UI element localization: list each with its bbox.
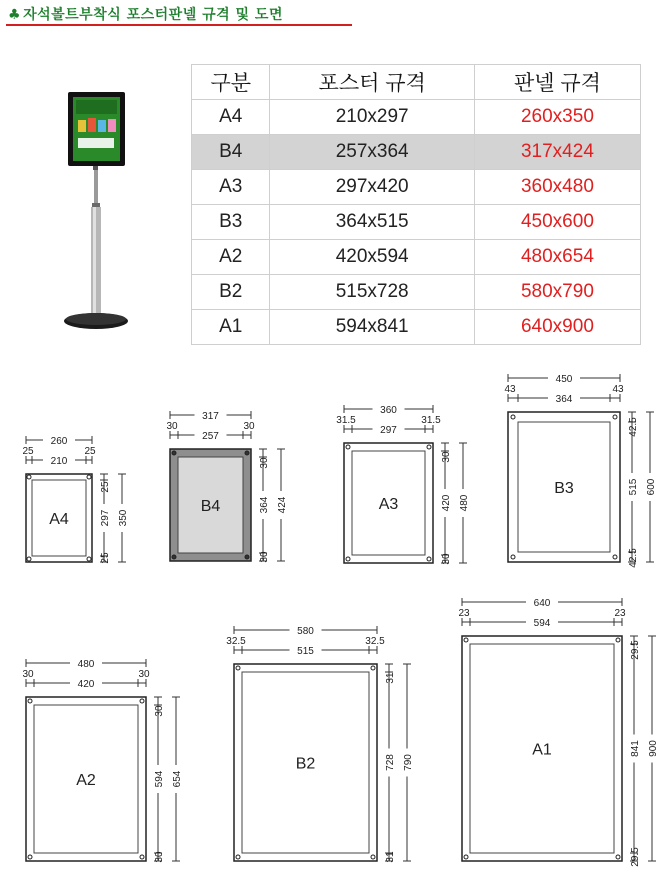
bolt-icon [616, 855, 620, 859]
dim-top-margin: 31 [385, 672, 396, 684]
drawing-label: A4 [49, 511, 69, 528]
dim-bottom-margin: 30 [259, 551, 270, 563]
dim-panel-height: 790 [403, 754, 414, 771]
dim-poster-width: 210 [50, 456, 68, 467]
dim-poster-width: 594 [533, 618, 551, 629]
dim-poster-height: 420 [441, 494, 452, 512]
bolt-icon [28, 855, 32, 859]
dim-poster-width: 257 [202, 431, 219, 442]
cell-type: A1 [192, 310, 270, 345]
panel-drawing-b4 [166, 408, 288, 563]
dim-poster-height: 841 [630, 740, 641, 757]
dim-poster-width: 515 [297, 646, 314, 657]
dim-side-right: 31.5 [421, 415, 441, 426]
cell-type: A3 [192, 170, 270, 205]
dim-top-margin: 42.5 [628, 417, 639, 437]
dim-poster-height: 364 [259, 496, 270, 514]
dim-poster-height: 515 [628, 478, 639, 496]
bolt-icon [371, 855, 375, 859]
dim-poster-height: 728 [385, 754, 396, 771]
bolt-icon [616, 638, 620, 642]
dim-poster-width: 420 [77, 679, 95, 690]
dim-panel-height: 350 [118, 509, 129, 527]
cell-panel: 260x350 [474, 100, 640, 135]
cell-panel: 360x480 [474, 170, 640, 205]
cell-panel: 450x600 [474, 205, 640, 240]
cell-poster: 257x364 [270, 135, 474, 170]
cell-poster: 364x515 [270, 205, 474, 240]
cell-poster: 420x594 [270, 240, 474, 275]
dim-bottom-margin: 30 [441, 553, 452, 565]
dim-side-right: 30 [243, 421, 255, 432]
panel-drawing-a3 [336, 402, 470, 565]
dim-top-margin: 30 [441, 451, 452, 463]
bolt-icon [346, 445, 350, 449]
dim-panel-height: 480 [459, 494, 470, 512]
drawing-label: B2 [295, 755, 316, 773]
cell-poster: 515x728 [270, 275, 474, 310]
col-header-type: 구분 [192, 65, 270, 100]
drawing-label: B4 [200, 498, 221, 515]
bolt-icon [172, 555, 176, 559]
dim-side-right: 25 [84, 446, 96, 457]
panel-drawing-a1 [458, 595, 659, 867]
bolt-icon [511, 415, 515, 419]
panel-drawing-b3 [504, 371, 657, 568]
cell-type: B4 [192, 135, 270, 170]
bolt-icon [140, 699, 144, 703]
cell-type: A4 [192, 100, 270, 135]
dim-panel-width: 640 [533, 598, 551, 609]
bolt-icon [464, 638, 468, 642]
dim-bottom-margin: 30 [154, 851, 165, 863]
bolt-icon [371, 666, 375, 670]
bolt-icon [346, 557, 350, 561]
cell-type: B2 [192, 275, 270, 310]
dim-side-left: 30 [22, 669, 34, 680]
col-header-poster: 포스터 규격 [270, 65, 474, 100]
dim-side-left: 32.5 [226, 636, 246, 647]
drawing-label: A2 [76, 772, 96, 789]
dim-top-margin: 29.5 [630, 640, 641, 660]
dim-panel-width: 360 [380, 405, 397, 416]
panel-drawing-a4 [22, 433, 129, 564]
bolt-icon [245, 555, 249, 559]
club-icon: ♣ [8, 7, 22, 23]
bolt-icon [613, 555, 617, 559]
dim-panel-height: 900 [648, 740, 659, 757]
dim-panel-width: 480 [77, 659, 95, 670]
drawing-label: A3 [378, 496, 399, 513]
dim-side-left: 23 [458, 608, 470, 619]
drawing-label: A1 [532, 741, 552, 759]
dim-panel-height: 424 [277, 496, 288, 514]
bolt-icon [87, 475, 91, 479]
dim-bottom-margin: 29.5 [630, 847, 641, 867]
dim-panel-width: 317 [202, 411, 219, 422]
dim-top-margin: 25 [100, 481, 111, 493]
cell-poster: 210x297 [270, 100, 474, 135]
bolt-icon [236, 666, 240, 670]
dim-top-margin: 30 [259, 457, 270, 469]
dim-side-right: 30 [138, 669, 150, 680]
dim-side-left: 43 [504, 384, 516, 395]
dim-poster-width: 297 [380, 425, 397, 436]
dim-side-left: 25 [22, 446, 34, 457]
bolt-icon [236, 855, 240, 859]
cell-type: A2 [192, 240, 270, 275]
bolt-icon [245, 451, 249, 455]
bolt-icon [427, 557, 431, 561]
cell-panel: 317x424 [474, 135, 640, 170]
bolt-icon [27, 475, 31, 479]
dim-panel-width: 450 [555, 374, 573, 385]
dim-side-right: 32.5 [365, 636, 385, 647]
dim-bottom-margin: 25 [100, 552, 111, 564]
bolt-icon [140, 855, 144, 859]
panel-drawing-b2 [226, 623, 414, 863]
bolt-icon [511, 555, 515, 559]
bolt-icon [464, 855, 468, 859]
dim-top-margin: 30 [154, 705, 165, 717]
cell-poster: 594x841 [270, 310, 474, 345]
bolt-icon [172, 451, 176, 455]
dim-panel-width: 580 [297, 626, 314, 637]
dim-bottom-margin: 42.5 [628, 548, 639, 568]
bolt-icon [27, 557, 31, 561]
dim-panel-height: 654 [172, 770, 183, 788]
cell-panel: 640x900 [474, 310, 640, 345]
cell-poster: 297x420 [270, 170, 474, 205]
bolt-icon [28, 699, 32, 703]
panel-drawing-a2 [22, 656, 183, 863]
cell-type: B3 [192, 205, 270, 240]
dim-poster-height: 594 [154, 770, 165, 788]
dim-poster-width: 364 [555, 394, 573, 405]
cell-panel: 480x654 [474, 240, 640, 275]
dim-panel-width: 260 [50, 436, 68, 447]
dim-side-right: 23 [614, 608, 626, 619]
drawing-label: B3 [554, 480, 574, 497]
dim-poster-height: 297 [100, 509, 111, 527]
dim-side-left: 31.5 [336, 415, 356, 426]
col-header-panel: 판넬 규격 [474, 65, 640, 100]
bolt-icon [613, 415, 617, 419]
dim-side-right: 43 [612, 384, 624, 395]
dim-bottom-margin: 31 [385, 851, 396, 863]
page-title-text: 자석볼트부착식 포스터판넬 규격 및 도면 [23, 7, 283, 23]
dim-panel-height: 600 [646, 478, 657, 496]
dim-side-left: 30 [166, 421, 178, 432]
bolt-icon [87, 557, 91, 561]
cell-panel: 580x790 [474, 275, 640, 310]
bolt-icon [427, 445, 431, 449]
